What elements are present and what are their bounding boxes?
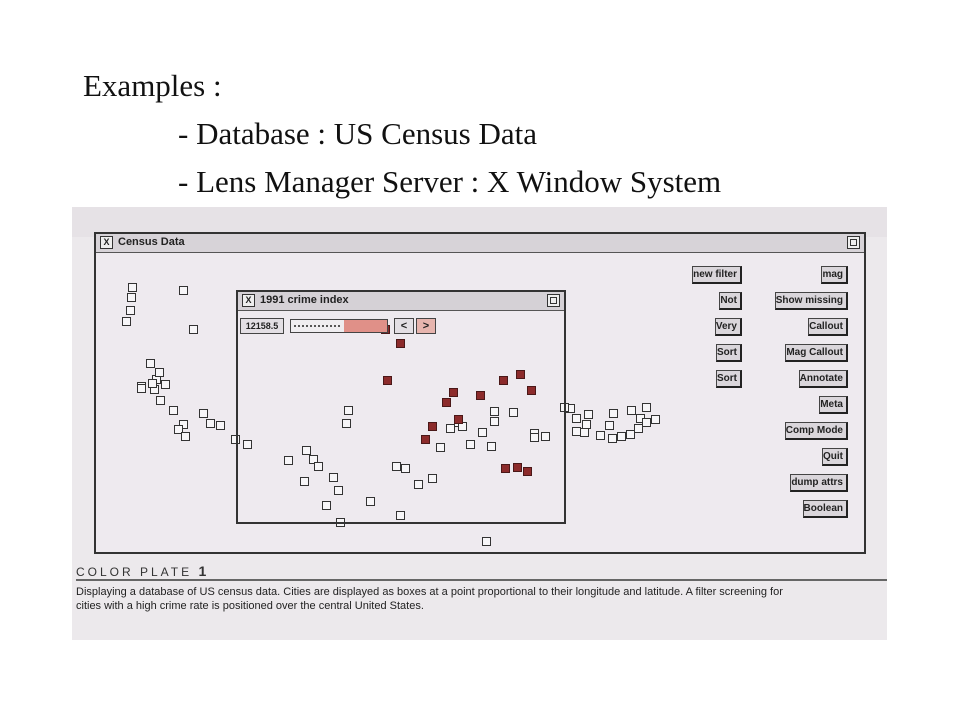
city-box-icon[interactable] — [189, 325, 198, 334]
city-box-icon[interactable] — [642, 403, 651, 412]
census-window-title: Census Data — [118, 236, 185, 248]
scanned-color-plate — [72, 207, 887, 640]
city-box-icon[interactable] — [627, 406, 636, 415]
bullet-database: - Database : US Census Data — [178, 116, 537, 151]
city-box-icon[interactable] — [181, 432, 190, 441]
city-box-icon[interactable] — [608, 434, 617, 443]
city-box-icon[interactable] — [179, 286, 188, 295]
city-box-icon[interactable] — [596, 431, 605, 440]
show-missing-button[interactable]: Show missing — [775, 292, 848, 310]
sort-button-2[interactable]: Sort — [716, 370, 742, 388]
city-box-icon[interactable] — [126, 306, 135, 315]
city-box-icon[interactable] — [128, 283, 137, 292]
meta-button[interactable]: Meta — [819, 396, 848, 414]
city-box-icon[interactable] — [651, 415, 660, 424]
zoom-icon[interactable] — [547, 294, 560, 307]
crime-index-lens[interactable] — [236, 290, 566, 524]
slide-text — [83, 62, 721, 206]
city-box-icon[interactable] — [642, 418, 651, 427]
increment-button[interactable]: > — [416, 318, 436, 334]
dump-attrs-button[interactable]: dump attrs — [790, 474, 848, 492]
city-box-icon[interactable] — [122, 317, 131, 326]
city-box-icon[interactable] — [161, 380, 170, 389]
caption-rule — [76, 579, 887, 581]
window-menu-icon[interactable]: X — [100, 236, 113, 249]
zoom-icon[interactable] — [847, 236, 860, 249]
window-menu-icon[interactable]: X — [242, 294, 255, 307]
census-data-window[interactable] — [94, 232, 866, 554]
city-box-icon[interactable] — [137, 384, 146, 393]
city-box-icon[interactable] — [482, 537, 491, 546]
city-box-icon[interactable] — [155, 368, 164, 377]
slide-heading: Examples : — [83, 68, 222, 103]
city-box-icon[interactable] — [580, 428, 589, 437]
plate-caption: Displaying a database of US census data. Cities are displayed as boxes at a point proportional to their longitude and latitude. A filter screening for cities with a high crime rate is positioned over the central United States. — [76, 586, 783, 612]
boolean-button[interactable]: Boolean — [803, 500, 848, 518]
slider-ticks — [294, 325, 340, 329]
mag-button[interactable]: mag — [821, 266, 848, 284]
threshold-slider[interactable] — [290, 319, 388, 333]
new-filter-button[interactable]: new filter — [692, 266, 742, 284]
slider-fill — [344, 320, 387, 332]
city-box-icon[interactable] — [582, 420, 591, 429]
callout-button[interactable]: Callout — [808, 318, 848, 336]
not-button[interactable]: Not — [719, 292, 742, 310]
census-window-titlebar[interactable] — [96, 234, 864, 253]
city-box-icon[interactable] — [146, 359, 155, 368]
plate-number: 1 — [198, 563, 207, 579]
city-box-icon[interactable] — [169, 406, 178, 415]
threshold-value: 12158.5 — [240, 318, 284, 334]
comp-mode-button[interactable]: Comp Mode — [785, 422, 848, 440]
city-box-icon[interactable] — [609, 409, 618, 418]
city-box-icon[interactable] — [617, 432, 626, 441]
quit-button[interactable]: Quit — [822, 448, 848, 466]
city-box-icon[interactable] — [572, 414, 581, 423]
lens-titlebar[interactable] — [238, 292, 564, 311]
lens-controls — [240, 318, 540, 338]
annotate-button[interactable]: Annotate — [799, 370, 848, 388]
decrement-button[interactable]: < — [394, 318, 414, 334]
city-box-icon[interactable] — [605, 421, 614, 430]
plate-label: COLOR PLATE — [76, 565, 193, 579]
city-box-icon[interactable] — [584, 410, 593, 419]
plate-heading — [76, 563, 206, 579]
city-box-icon[interactable] — [206, 419, 215, 428]
city-box-icon[interactable] — [216, 421, 225, 430]
sort-button[interactable]: Sort — [716, 344, 742, 362]
city-box-icon[interactable] — [148, 379, 157, 388]
mag-callout-button[interactable]: Mag Callout — [785, 344, 848, 362]
city-box-icon[interactable] — [156, 396, 165, 405]
very-button[interactable]: Very — [715, 318, 742, 336]
city-box-icon[interactable] — [572, 427, 581, 436]
city-box-icon[interactable] — [199, 409, 208, 418]
city-box-icon[interactable] — [127, 293, 136, 302]
lens-title: 1991 crime index — [260, 294, 349, 306]
bullet-lens-manager: - Lens Manager Server : X Window System — [178, 164, 722, 199]
